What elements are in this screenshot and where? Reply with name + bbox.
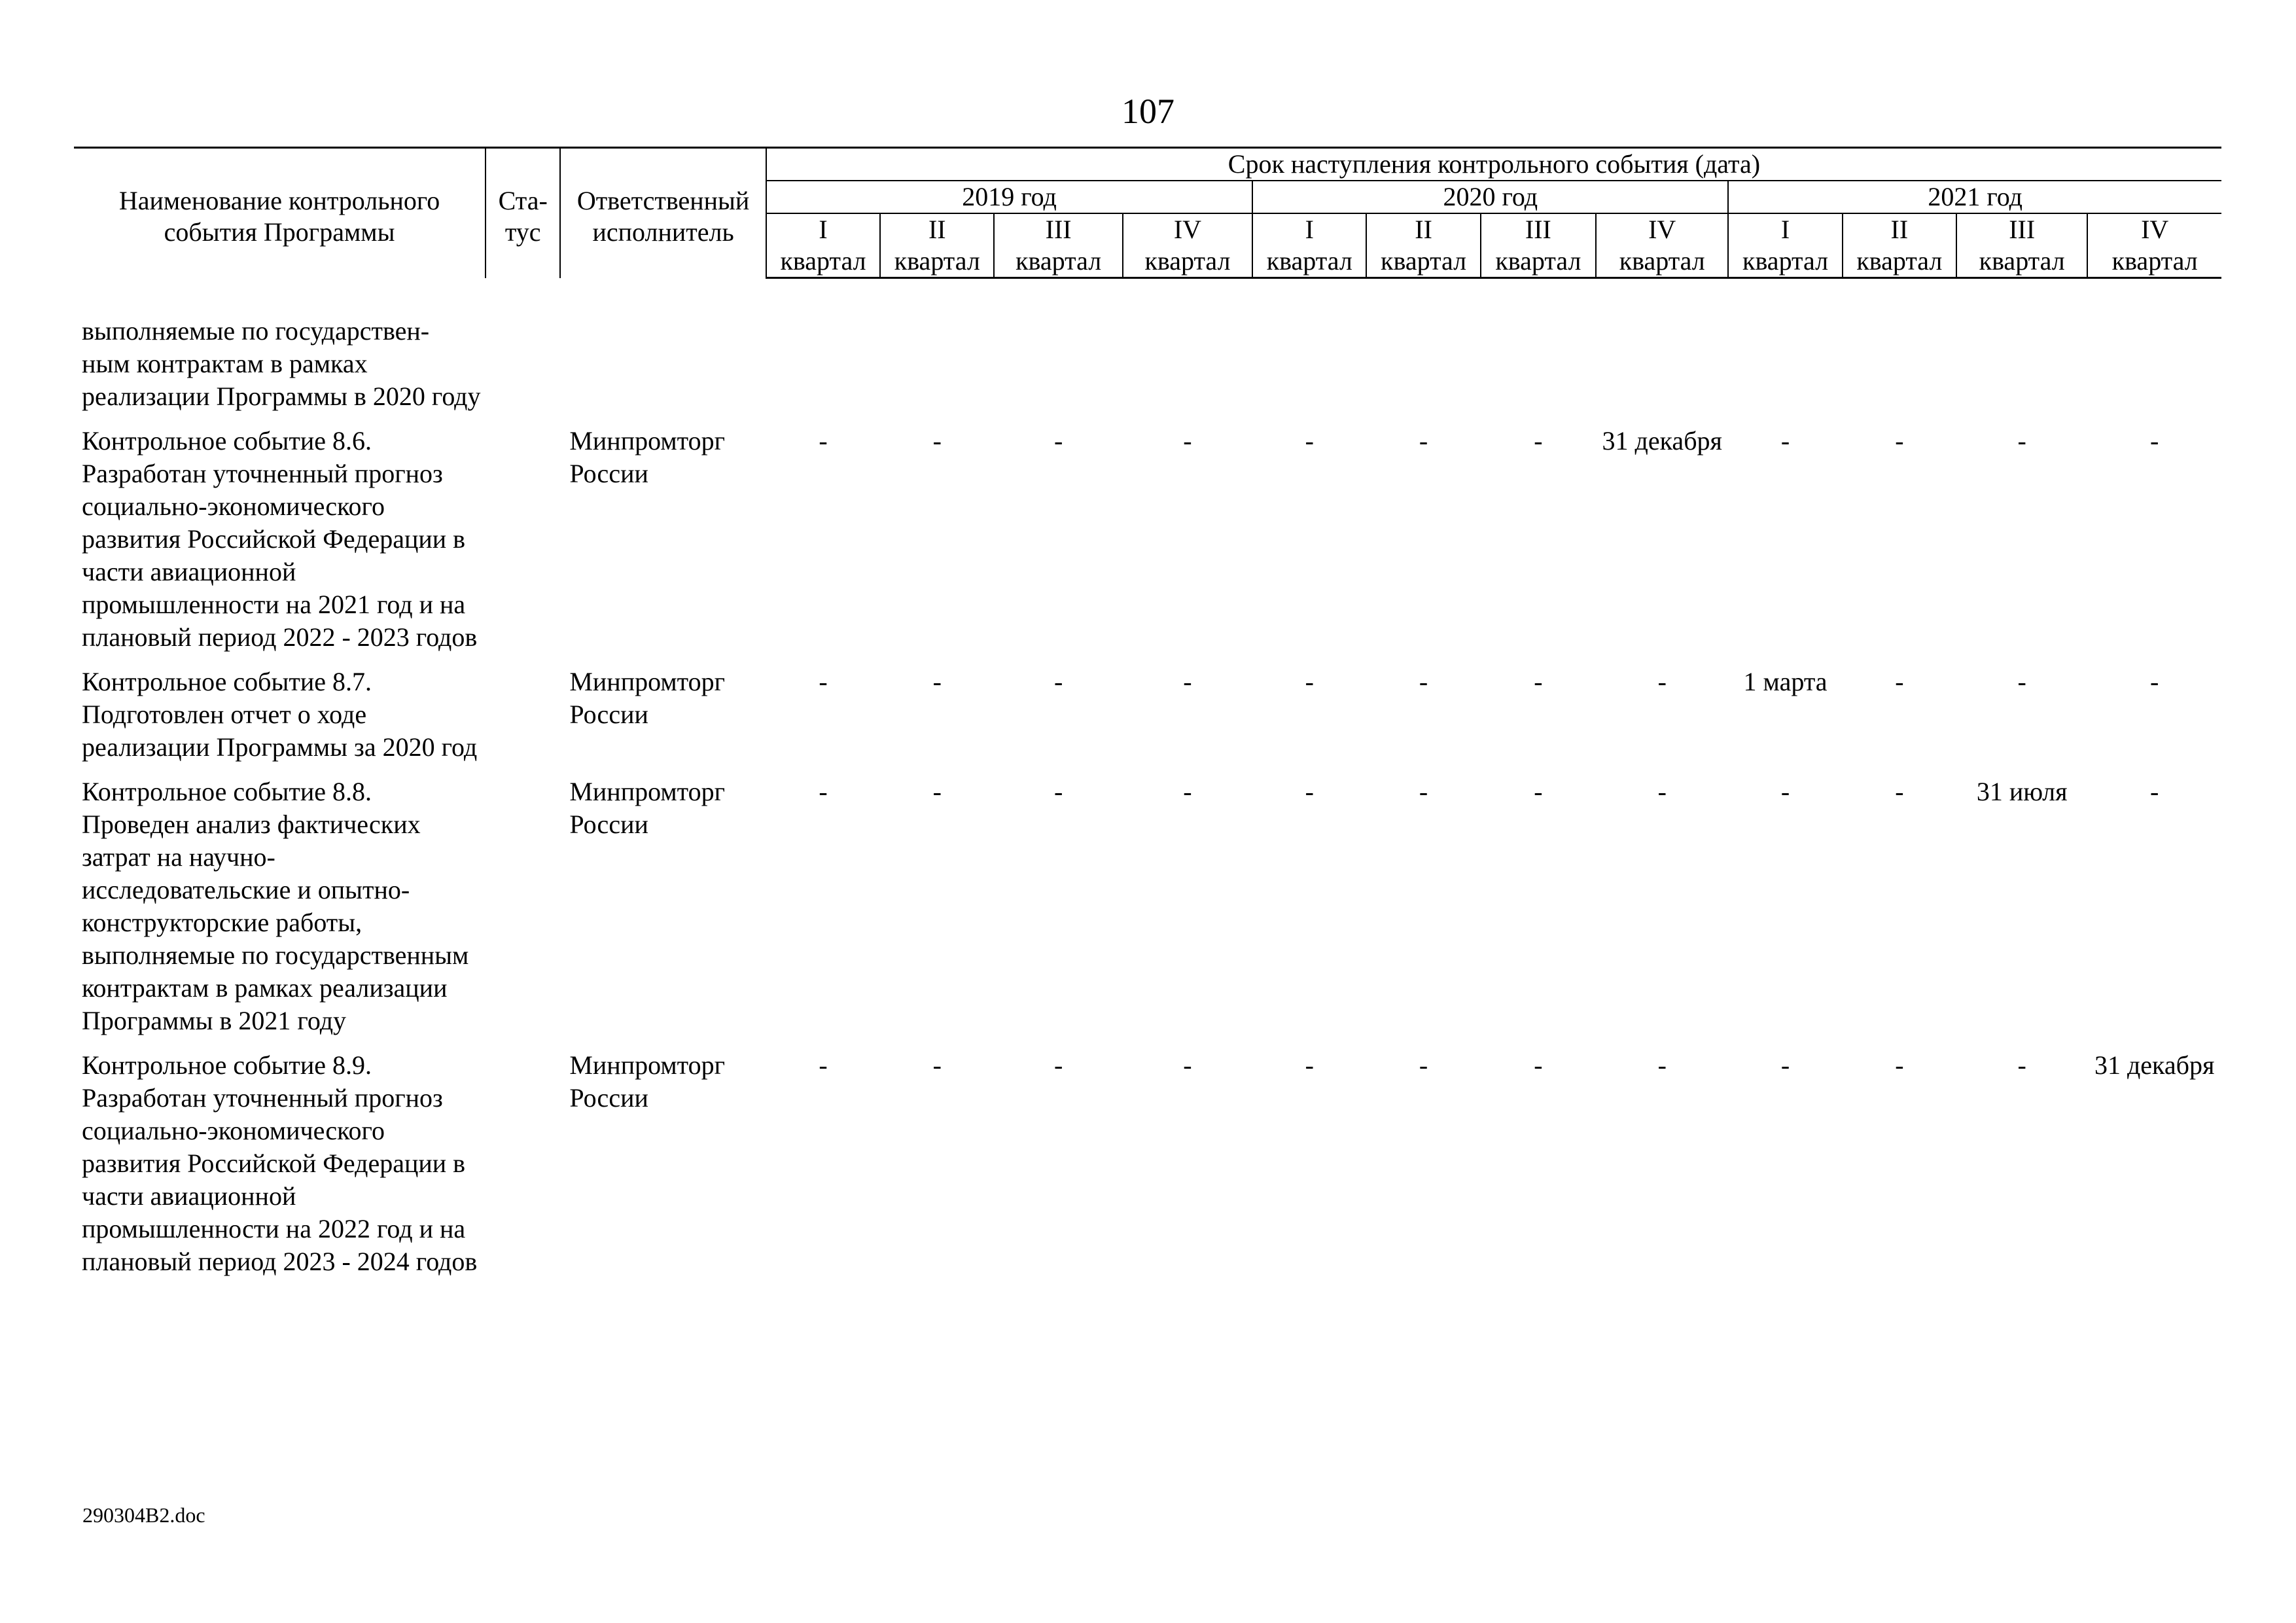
quarter-cell xyxy=(1123,278,1252,413)
quarter-word: квартал xyxy=(1366,245,1480,278)
quarter-numeral: I xyxy=(766,213,880,245)
quarter-cell: - xyxy=(2150,666,2159,696)
event-name: Контрольное событие 8.7. Подготовлен отчет о ходе реализации Программы за 2020 год xyxy=(82,666,478,762)
table-row xyxy=(74,654,2221,764)
col-header-deadline: Срок наступления контрольного события (дата) xyxy=(766,148,2221,181)
event-name: выполняемые по государствен- ным контрактам в рамках реализации Программы в 2020 году xyxy=(82,315,481,411)
event-responsible: Минпромторг России xyxy=(569,666,726,729)
table-row xyxy=(74,278,2221,413)
quarter-cell xyxy=(1252,278,1366,413)
quarter-cell: - xyxy=(1895,776,1904,806)
quarter-cell: - xyxy=(1657,776,1667,806)
quarter-cell xyxy=(1481,278,1596,413)
quarter-cell: - xyxy=(1534,1050,1543,1080)
quarter-cell: - xyxy=(2017,666,2026,696)
quarter-numeral: IV xyxy=(1123,213,1252,245)
event-status xyxy=(486,654,560,764)
quarter-cell xyxy=(880,278,994,413)
quarter-word: квартал xyxy=(1252,245,1366,278)
quarter-cell: - xyxy=(1305,776,1314,806)
quarter-cell: - xyxy=(819,425,828,455)
quarter-numeral: I xyxy=(1252,213,1366,245)
quarter-cell: - xyxy=(1419,666,1428,696)
quarter-cell: - xyxy=(2150,425,2159,455)
quarter-numeral: III xyxy=(994,213,1122,245)
quarter-cell: - xyxy=(2017,1050,2026,1080)
quarter-cell xyxy=(994,278,1122,413)
quarter-cell: - xyxy=(1534,666,1543,696)
quarter-cell: - xyxy=(932,666,942,696)
quarter-cell: - xyxy=(1895,1050,1904,1080)
quarter-cell: - xyxy=(2150,776,2159,806)
quarter-cell: - xyxy=(1534,425,1543,455)
quarter-cell: - xyxy=(1657,666,1667,696)
quarter-cell: 31 декабря xyxy=(1602,425,1722,455)
event-status xyxy=(486,278,560,413)
quarter-word: квартал xyxy=(2087,245,2221,278)
quarter-numeral: I xyxy=(1728,213,1842,245)
col-header-name: Наименование контрольного события Программы xyxy=(74,148,486,278)
event-responsible: Минпромторг России xyxy=(569,776,726,839)
quarter-cell: 1 марта xyxy=(1743,666,1828,696)
event-name: Контрольное событие 8.8. Проведен анализ фактических затрат на научно- исследовательские и опытно- конструкторские работы, выполняемые по государственным контрактам в рамках реализации Программы в 2021 году xyxy=(82,776,469,1035)
quarter-cell: - xyxy=(1183,1050,1192,1080)
quarter-cell: - xyxy=(1183,425,1192,455)
year-header-2021: 2021 год xyxy=(1728,181,2221,213)
quarter-cell: - xyxy=(819,1050,828,1080)
quarter-cell: - xyxy=(819,776,828,806)
quarter-word: квартал xyxy=(1728,245,1842,278)
col-header-status: Ста- тус xyxy=(486,148,560,278)
col-header-responsible: Ответственный исполнитель xyxy=(560,148,766,278)
quarter-word: квартал xyxy=(994,245,1122,278)
event-responsible: Минпромторг России xyxy=(569,425,726,488)
quarter-word: квартал xyxy=(1481,245,1596,278)
table-row xyxy=(74,764,2221,1037)
quarter-numeral: II xyxy=(1843,213,1956,245)
quarter-cell: - xyxy=(1657,1050,1667,1080)
quarter-numeral: III xyxy=(1481,213,1596,245)
quarter-cell: - xyxy=(1419,425,1428,455)
event-responsible xyxy=(560,278,766,413)
quarter-cell: - xyxy=(1053,666,1063,696)
quarter-numeral: II xyxy=(1366,213,1480,245)
header-row-1 xyxy=(74,148,2221,181)
table-row xyxy=(74,413,2221,654)
quarter-word: квартал xyxy=(1956,245,2087,278)
event-name: Контрольное событие 8.9. Разработан уточненный прогноз социально-экономического развития Российской Федерации в части авиационной промышленности на 2022 год и на плановый период 2023 - 2024 годов xyxy=(82,1050,478,1276)
quarter-cell: - xyxy=(819,666,828,696)
quarter-cell: - xyxy=(1305,425,1314,455)
quarter-word: квартал xyxy=(766,245,880,278)
quarter-cell: - xyxy=(1895,666,1904,696)
quarter-cell: - xyxy=(1780,425,1790,455)
quarter-cell xyxy=(1596,278,1728,413)
file-name: 290304B2.doc xyxy=(82,1503,205,1527)
page-number: 107 xyxy=(1122,92,1174,131)
quarter-word: квартал xyxy=(880,245,994,278)
year-header-2019: 2019 год xyxy=(766,181,1252,213)
quarter-cell: - xyxy=(1305,666,1314,696)
quarter-cell xyxy=(1728,278,1842,413)
quarter-cell: - xyxy=(1053,425,1063,455)
quarter-word: квартал xyxy=(1843,245,1956,278)
quarter-cell xyxy=(1956,278,2087,413)
quarter-cell: - xyxy=(1895,425,1904,455)
quarter-cell xyxy=(1843,278,1956,413)
control-events-table xyxy=(74,147,2221,1278)
quarter-cell: - xyxy=(932,425,942,455)
quarter-cell xyxy=(766,278,880,413)
quarter-cell: - xyxy=(1534,776,1543,806)
table-row xyxy=(74,1037,2221,1278)
quarter-cell xyxy=(2087,278,2221,413)
quarter-cell: - xyxy=(1183,776,1192,806)
quarter-numeral: III xyxy=(1956,213,2087,245)
quarter-cell: - xyxy=(1419,1050,1428,1080)
quarter-cell: - xyxy=(932,776,942,806)
quarter-numeral: IV xyxy=(1596,213,1728,245)
quarter-word: квартал xyxy=(1123,245,1252,278)
event-status xyxy=(486,1037,560,1278)
quarter-cell: - xyxy=(1305,1050,1314,1080)
quarter-cell: - xyxy=(932,1050,942,1080)
quarter-cell: - xyxy=(1053,1050,1063,1080)
quarter-cell: - xyxy=(2017,425,2026,455)
quarter-cell: - xyxy=(1419,776,1428,806)
event-name: Контрольное событие 8.6. Разработан уточненный прогноз социально-экономического развития Российской Федерации в части авиационной промышленности на 2021 год и на плановый период 2022 - 2023 годов xyxy=(82,425,478,652)
event-responsible: Минпромторг России xyxy=(569,1050,726,1113)
year-header-2020: 2020 год xyxy=(1252,181,1728,213)
quarter-cell: 31 июля xyxy=(1976,776,2068,806)
quarter-cell: 31 декабря xyxy=(2094,1050,2215,1080)
quarter-word: квартал xyxy=(1596,245,1728,278)
quarter-numeral: II xyxy=(880,213,994,245)
table-body xyxy=(74,278,2221,1278)
event-status xyxy=(486,764,560,1037)
quarter-numeral: IV xyxy=(2087,213,2221,245)
quarter-cell: - xyxy=(1780,776,1790,806)
quarter-cell: - xyxy=(1780,1050,1790,1080)
event-status xyxy=(486,413,560,654)
quarter-cell: - xyxy=(1183,666,1192,696)
quarter-cell xyxy=(1366,278,1480,413)
quarter-cell: - xyxy=(1053,776,1063,806)
